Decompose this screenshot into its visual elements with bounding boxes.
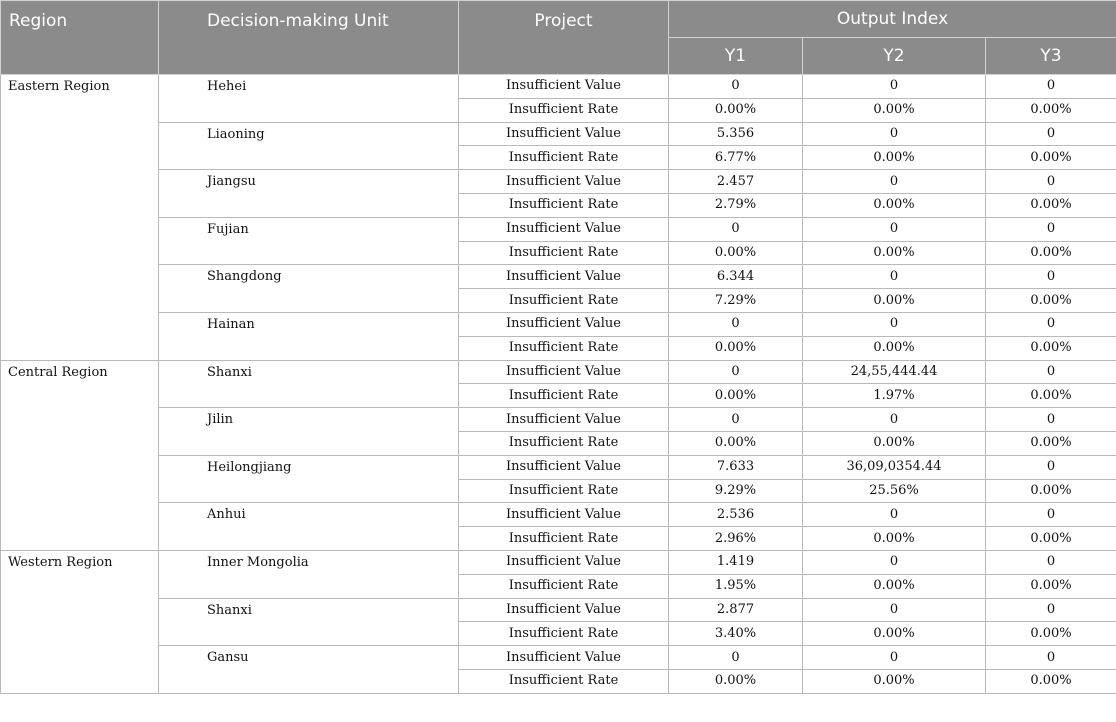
y1-cell: 9.29%	[669, 479, 803, 503]
y1-cell: 0	[669, 217, 803, 241]
y3-cell: 0	[986, 550, 1116, 574]
region-cell: Western Region	[1, 550, 159, 693]
region-cell: Central Region	[1, 360, 159, 550]
y3-cell: 0.00%	[986, 336, 1116, 360]
y3-cell: 0	[986, 360, 1116, 384]
y3-cell: 0.00%	[986, 622, 1116, 646]
y2-cell: 0.00%	[803, 193, 986, 217]
project-cell: Insufficient Value	[459, 408, 669, 432]
unit-cell: Fujian	[159, 217, 459, 265]
y1-cell: 0.00%	[669, 98, 803, 122]
y1-cell: 2.877	[669, 598, 803, 622]
y1-cell: 1.419	[669, 550, 803, 574]
project-cell: Insufficient Rate	[459, 193, 669, 217]
table-row	[1, 408, 1116, 432]
y3-cell: 0.00%	[986, 384, 1116, 408]
y3-cell: 0	[986, 646, 1116, 670]
unit-cell: Inner Mongolia	[159, 550, 459, 598]
y1-cell: 0.00%	[669, 384, 803, 408]
y1-cell: 2.96%	[669, 527, 803, 551]
y1-cell: 2.536	[669, 503, 803, 527]
project-cell: Insufficient Value	[459, 503, 669, 527]
header-y1: Y1	[669, 38, 803, 75]
y2-cell: 0.00%	[803, 622, 986, 646]
y3-cell: 0.00%	[986, 669, 1116, 693]
unit-cell: Jiangsu	[159, 170, 459, 218]
y1-cell: 0.00%	[669, 669, 803, 693]
unit-cell: Hainan	[159, 312, 459, 360]
y3-cell: 0	[986, 598, 1116, 622]
header-region: Region	[1, 1, 159, 75]
y2-cell: 36,09,0354.44	[803, 455, 986, 479]
y2-cell: 0.00%	[803, 431, 986, 455]
y2-cell: 0	[803, 170, 986, 194]
project-cell: Insufficient Value	[459, 550, 669, 574]
y3-cell: 0.00%	[986, 193, 1116, 217]
table-row	[1, 75, 1116, 99]
table-row	[1, 455, 1116, 479]
y2-cell: 0	[803, 550, 986, 574]
table-row	[1, 598, 1116, 622]
project-cell: Insufficient Rate	[459, 669, 669, 693]
y3-cell: 0.00%	[986, 146, 1116, 170]
project-cell: Insufficient Value	[459, 312, 669, 336]
y1-cell: 2.457	[669, 170, 803, 194]
y1-cell: 5.356	[669, 122, 803, 146]
y2-cell: 0.00%	[803, 336, 986, 360]
y3-cell: 0.00%	[986, 98, 1116, 122]
project-cell: Insufficient Rate	[459, 241, 669, 265]
y3-cell: 0	[986, 503, 1116, 527]
y2-cell: 0	[803, 217, 986, 241]
project-cell: Insufficient Rate	[459, 146, 669, 170]
y3-cell: 0	[986, 455, 1116, 479]
y3-cell: 0	[986, 312, 1116, 336]
project-cell: Insufficient Value	[459, 265, 669, 289]
y3-cell: 0	[986, 408, 1116, 432]
table-row	[1, 265, 1116, 289]
project-cell: Insufficient Rate	[459, 479, 669, 503]
project-cell: Insufficient Rate	[459, 622, 669, 646]
unit-cell: Shangdong	[159, 265, 459, 313]
y2-cell: 0.00%	[803, 289, 986, 313]
y2-cell: 0	[803, 122, 986, 146]
unit-cell: Liaoning	[159, 122, 459, 170]
y2-cell: 24,55,444.44	[803, 360, 986, 384]
y2-cell: 25.56%	[803, 479, 986, 503]
project-cell: Insufficient Rate	[459, 98, 669, 122]
y1-cell: 0	[669, 75, 803, 99]
y3-cell: 0	[986, 122, 1116, 146]
y2-cell: 0	[803, 265, 986, 289]
header-y2: Y2	[803, 38, 986, 75]
project-cell: Insufficient Value	[459, 455, 669, 479]
header-output-index: Output Index	[669, 1, 1116, 38]
project-cell: Insufficient Rate	[459, 384, 669, 408]
y1-cell: 0	[669, 312, 803, 336]
y2-cell: 0.00%	[803, 669, 986, 693]
y2-cell: 0.00%	[803, 98, 986, 122]
table-row	[1, 170, 1116, 194]
y1-cell: 3.40%	[669, 622, 803, 646]
y2-cell: 1.97%	[803, 384, 986, 408]
project-cell: Insufficient Value	[459, 122, 669, 146]
y3-cell: 0.00%	[986, 527, 1116, 551]
header-project: Project	[459, 1, 669, 75]
project-cell: Insufficient Rate	[459, 289, 669, 313]
project-cell: Insufficient Rate	[459, 431, 669, 455]
table-row	[1, 360, 1116, 384]
y3-cell: 0.00%	[986, 289, 1116, 313]
unit-cell: Jilin	[159, 408, 459, 456]
y1-cell: 7.633	[669, 455, 803, 479]
y2-cell: 0.00%	[803, 574, 986, 598]
y2-cell: 0.00%	[803, 527, 986, 551]
table-row	[1, 217, 1116, 241]
unit-cell: Gansu	[159, 646, 459, 694]
y2-cell: 0.00%	[803, 146, 986, 170]
y1-cell: 0	[669, 646, 803, 670]
table-row	[1, 503, 1116, 527]
table-row	[1, 646, 1116, 670]
y1-cell: 0.00%	[669, 241, 803, 265]
y1-cell: 0.00%	[669, 431, 803, 455]
project-cell: Insufficient Rate	[459, 336, 669, 360]
y2-cell: 0	[803, 598, 986, 622]
y3-cell: 0.00%	[986, 431, 1116, 455]
y3-cell: 0	[986, 217, 1116, 241]
y3-cell: 0.00%	[986, 574, 1116, 598]
table-row	[1, 122, 1116, 146]
y2-cell: 0.00%	[803, 241, 986, 265]
y3-cell: 0	[986, 265, 1116, 289]
project-cell: Insufficient Rate	[459, 574, 669, 598]
project-cell: Insufficient Value	[459, 646, 669, 670]
region-cell: Eastern Region	[1, 75, 159, 361]
table-header	[1, 1, 1116, 75]
y3-cell: 0.00%	[986, 479, 1116, 503]
y2-cell: 0	[803, 503, 986, 527]
table-row	[1, 550, 1116, 574]
project-cell: Insufficient Rate	[459, 527, 669, 551]
header-y3: Y3	[986, 38, 1116, 75]
y1-cell: 6.344	[669, 265, 803, 289]
y1-cell: 6.77%	[669, 146, 803, 170]
project-cell: Insufficient Value	[459, 75, 669, 99]
project-cell: Insufficient Value	[459, 360, 669, 384]
y3-cell: 0.00%	[986, 241, 1116, 265]
header-decision-making-unit: Decision-making Unit	[159, 1, 459, 75]
unit-cell: Shanxi	[159, 360, 459, 408]
y2-cell: 0	[803, 408, 986, 432]
y2-cell: 0	[803, 312, 986, 336]
table-row	[1, 312, 1116, 336]
y3-cell: 0	[986, 170, 1116, 194]
y2-cell: 0	[803, 646, 986, 670]
y3-cell: 0	[986, 75, 1116, 99]
table-body	[1, 75, 1116, 694]
y1-cell: 0	[669, 360, 803, 384]
project-cell: Insufficient Value	[459, 598, 669, 622]
y1-cell: 1.95%	[669, 574, 803, 598]
y2-cell: 0	[803, 75, 986, 99]
y1-cell: 0.00%	[669, 336, 803, 360]
unit-cell: Heilongjiang	[159, 455, 459, 503]
y1-cell: 2.79%	[669, 193, 803, 217]
unit-cell: Anhui	[159, 503, 459, 551]
unit-cell: Shanxi	[159, 598, 459, 646]
project-cell: Insufficient Value	[459, 170, 669, 194]
y1-cell: 0	[669, 408, 803, 432]
project-cell: Insufficient Value	[459, 217, 669, 241]
unit-cell: Hehei	[159, 75, 459, 123]
y1-cell: 7.29%	[669, 289, 803, 313]
